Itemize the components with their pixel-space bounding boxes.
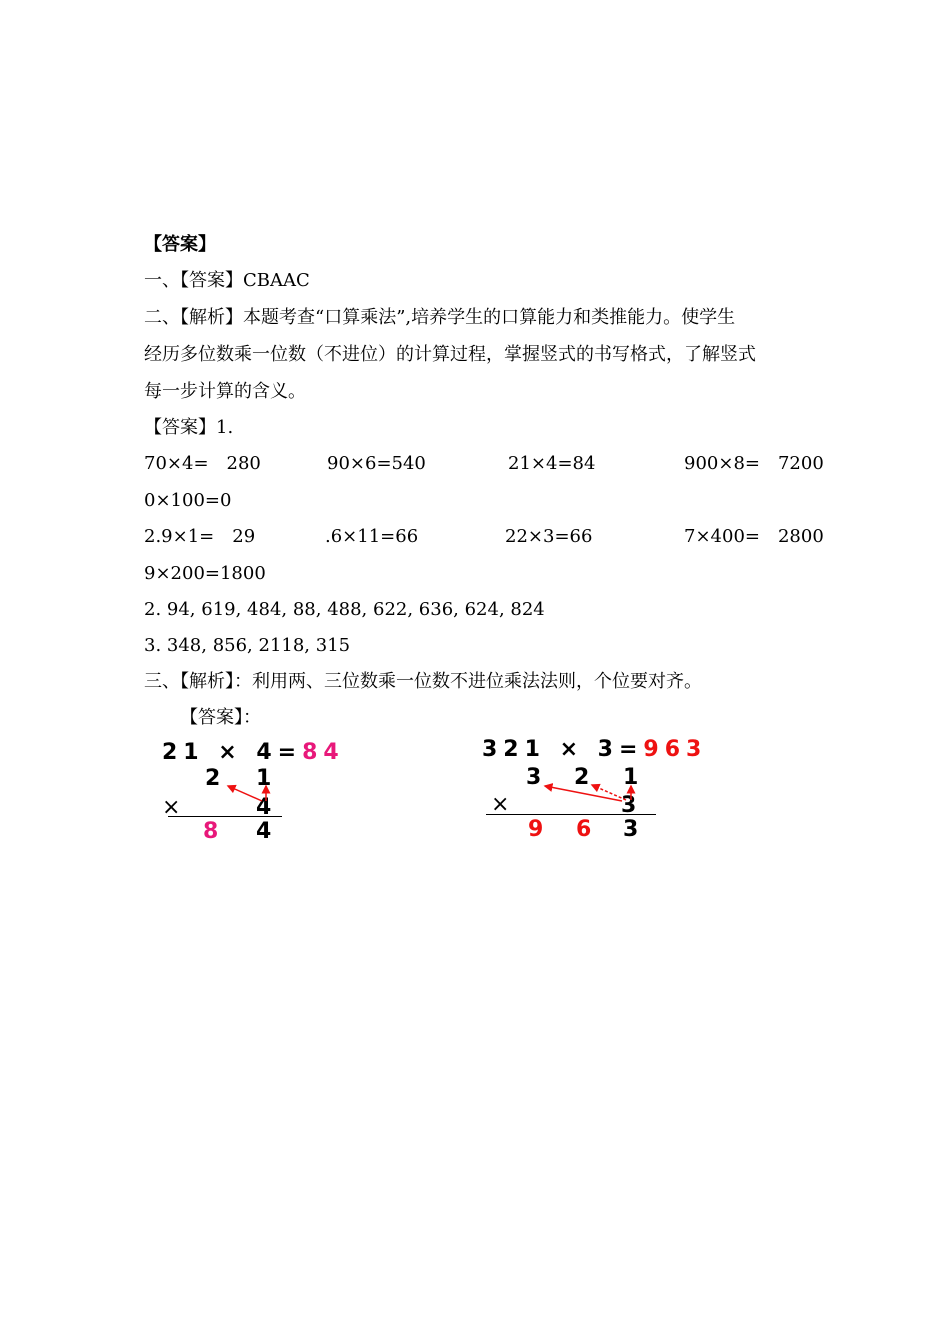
calc-1-times-sign: × [162, 795, 181, 820]
calc-2-equation-left: 321 × 3= [482, 737, 644, 762]
calc-1-top-digit: 1 [256, 766, 272, 791]
calc-2-result-digit: 9 [528, 817, 544, 842]
math-item: .6×11=66 [325, 526, 419, 547]
calc-2-result-digit: 3 [623, 817, 639, 842]
calc-2-top-digit: 3 [526, 765, 542, 790]
section-1-answer: 一、【答案】CBAAC [144, 270, 310, 291]
math-item: 90×6=540 [327, 453, 426, 474]
math-item: 7×400= 2800 [684, 526, 824, 547]
calc-1-equation-left: 21 × 4= [162, 740, 303, 765]
section-2-answer-label: 【答案】1. [144, 417, 234, 438]
question-3-answers: 3. 348, 856, 2118, 315 [144, 635, 351, 656]
math-item: 9×200=1800 [144, 563, 266, 584]
math-item: 70×4= 280 [144, 453, 261, 474]
section-2-analysis-line-2: 经历多位数乘一位数（不进位）的计算过程，掌握竖式的书写格式，了解竖式 [144, 344, 756, 365]
section-3-analysis: 三、【解析】：利用两、三位数乘一位数不进位乘法法则，个位要对齐。 [144, 671, 702, 692]
math-item: 21×4=84 [508, 453, 596, 474]
calc-2-multiplier: 3 [621, 793, 637, 818]
question-2-answers: 2. 94, 619, 484, 88, 488, 622, 636, 624, 824 [144, 599, 545, 620]
calc-1-top-digit: 2 [205, 766, 221, 791]
math-item: 22×3=66 [505, 526, 593, 547]
calc-2-result-digit: 6 [576, 817, 592, 842]
calc-2-top-digit: 1 [623, 765, 639, 790]
calc-2-top-digit: 2 [574, 765, 590, 790]
math-item: 0×100=0 [144, 490, 232, 511]
calc-2-equation-result: 963 [643, 737, 708, 762]
calc-1-multiplier: 4 [256, 795, 272, 820]
section-3-answer-label: 【答案】： [180, 707, 261, 728]
calc-1-arrow-left [228, 786, 262, 801]
calc-2-times-sign: × [491, 792, 510, 817]
section-2-analysis-line-3: 每一步计算的含义。 [144, 381, 306, 402]
calc-1-result-digit: 4 [256, 819, 272, 844]
calc-1-result-digit: 8 [203, 819, 219, 844]
section-2-analysis-line-1: 二、【解析】本题考查“口算乘法”,培养学生的口算能力和类推能力。使学生 [144, 307, 736, 328]
math-item: 900×8= 7200 [684, 453, 824, 474]
math-item: 2.9×1= 29 [144, 526, 256, 547]
answer-heading: 【答案】 [144, 234, 216, 255]
calc-1-equation-result: 84 [302, 740, 345, 765]
